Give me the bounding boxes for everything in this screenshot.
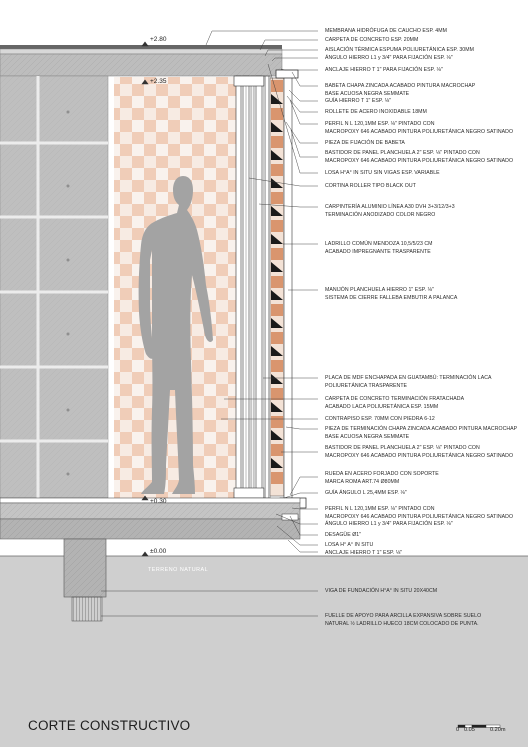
- annotation: [325, 120, 513, 136]
- annotation-line-2: NATURAL ½ LADRILLO HUECO 18CM COLOCADO DE PUNTA.: [325, 621, 479, 627]
- annotation: [325, 374, 492, 390]
- annotation-line-1: ANCLAJE HIERRO T 1" PARA FIJACIÓN ESP. ⅛": [325, 67, 443, 73]
- drawing-title: CORTE CONSTRUCTIVO: [28, 718, 191, 733]
- annotation: [325, 182, 416, 190]
- annotation: [325, 108, 427, 116]
- annotation: [325, 505, 513, 521]
- annotation: [325, 203, 455, 219]
- annotation-line-2: MACROPOXY 646 ACABADO PINTURA POLIURETÁNICA NEGRO SATINADO: [325, 514, 514, 520]
- annotation: [325, 97, 391, 105]
- annotation-line-2: SISTEMA DE CIERRE FALLEBA EMBUTIR A PALANCA: [325, 295, 458, 301]
- annotation-line-1: PIEZA DE FIJACIÓN DE BABETA: [325, 140, 405, 146]
- annotation: [325, 286, 457, 302]
- annotation-line-1: PIEZA DE TERMINACIÓN CHAPA ZINCADA ACABADO PINTURA MACROCHAP: [325, 426, 518, 432]
- annotation-line-1: GUÍA ÁNGULO L 25,4MM ESP. ⅛": [325, 490, 407, 496]
- annotation: [325, 531, 361, 539]
- level-label-ground: ±0.00: [150, 548, 167, 555]
- annotation-line-2: MACROPOXY 646 ACABADO PINTURA POLIURETÁNICA NEGRO SATINADO: [325, 129, 514, 135]
- annotation: [325, 27, 447, 35]
- annotation: [325, 46, 474, 54]
- annotation: [325, 489, 407, 497]
- annotation-line-2: TERMINACIÓN ANODIZADO COLOR NEGRO: [325, 212, 436, 218]
- annotation-line-1: LADRILLO COMÚN MENDOZA 10,5/5/23 CM: [325, 241, 433, 247]
- annotation: [325, 425, 517, 441]
- annotation-line-1: DESAGÜE Ø1": [325, 532, 362, 538]
- annotation-line-1: AISLACIÓN TÉRMICA ESPUMA POLIURETÁNICA ESP. 30MM: [325, 47, 474, 53]
- annotation-line-1: LOSA H°A° IN SITU SIN VIGAS ESP. VARIABLE: [325, 170, 440, 176]
- annotation: [325, 415, 435, 423]
- annotation-line-1: RUEDA EN ACERO FORJADO CON SOPORTE: [325, 471, 439, 477]
- annotation-line-2: ACABADO IMPREGNANTE TRASPARENTE: [325, 249, 431, 255]
- annotation-line-1: GUÍA HIERRO T 1" ESP. ⅛": [325, 98, 392, 104]
- annotation-line-1: CARPETA DE CONCRETO TERMINACIÓN FRATACHADA: [325, 396, 465, 402]
- annotation: [325, 36, 418, 44]
- annotation-line-1: MEMBRANA HIDRÓFUGA DE CAUCHO ESP. 4MM: [325, 28, 447, 34]
- annotation-line-1: ÁNGULO HIERRO L1 y 3/4" PARA FIJACIÓN ESP. ⅛": [325, 521, 453, 527]
- facade-panel: [264, 70, 306, 508]
- annotation-line-2: MARCA ROMA ART.74 Ø80MM: [325, 479, 400, 485]
- annotation: [325, 54, 453, 62]
- window-frame: [234, 76, 264, 498]
- level-label-window-head: +2.35: [150, 78, 167, 85]
- annotation: [325, 240, 433, 256]
- annotation: [325, 444, 513, 460]
- ground-label: TERRENO NATURAL: [148, 567, 209, 573]
- annotation: [325, 549, 402, 557]
- scale-label-005: 0.05: [464, 727, 475, 733]
- annotation-line-1: BABETA CHAPA ZINCADA ACABADO PINTURA MACROCHAP: [325, 83, 476, 89]
- annotation-line-1: CARPETA DE CONCRETO ESP. 20MM: [325, 37, 419, 43]
- annotation-line-1: LOSA H° A° IN SITU: [325, 542, 374, 548]
- annotation-line-1: CARPINTERÍA ALUMINIO LÍNEA A30 DVH 3+3/12/3+3: [325, 204, 455, 210]
- annotation-line-1: BASTIDOR DE PANEL PLANCHUELA 2" ESP. ⅛" PINTADO CON: [325, 150, 480, 156]
- annotation: [325, 139, 405, 147]
- roof-slab: [0, 45, 282, 76]
- scale-label-020: 0.20m: [490, 727, 506, 733]
- annotation-line-1: VIGA DE FUNDACIÓN H°A° IN SITU 20X40CM: [325, 588, 438, 594]
- annotation-line-1: CONTRAPISO ESP. 70MM CON PIEDRA 6-12: [325, 416, 435, 422]
- annotation-line-1: PERFIL N L 120,1MM ESP. ⅛" PINTADO CON: [325, 121, 435, 127]
- annotation: [325, 66, 443, 74]
- annotation-line-2: BASE ACUOSA NEGRA SEMMATE: [325, 91, 410, 97]
- concrete-wall: [0, 76, 108, 498]
- annotation-line-1: PERFIL N L 120,1MM ESP. ⅛" PINTADO CON: [325, 506, 435, 512]
- level-label-roof: +2.80: [150, 36, 167, 43]
- annotation: [325, 470, 439, 486]
- annotation-line-1: MANIJÓN PLANCHUELA HIERRO 1" ESP. ⅛": [325, 287, 434, 293]
- annotation-line-1: PLACA DE MDF ENCHAPADA EN GUATAMBÚ: TERMINACIÓN LACA: [325, 375, 492, 381]
- annotation-line-1: FUELLE DE APOYO PARA ARCILLA EXPANSIVA SOBRE SUELO: [325, 613, 482, 619]
- annotation-line-2: MACROPOXY 646 ACABADO PINTURA POLIURETÁNICA NEGRO SATINADO: [325, 453, 514, 459]
- annotation-line-2: MACROPOXY 646 ACABADO PINTURA POLIURETÁNICA NEGRO SATINADO: [325, 158, 514, 164]
- annotation-line-1: ÁNGULO HIERRO L1 y 3/4" PARA FIJACIÓN ESP. ⅛": [325, 55, 453, 61]
- annotation: [325, 82, 475, 98]
- annotation-line-2: ACABADO LACA POLIURETÁNICA ESP. 15MM: [325, 404, 439, 410]
- annotation-line-1: ANCLAJE HIERRO T 1" ESP. ⅛": [325, 550, 403, 556]
- scale-label-0: 0: [456, 727, 460, 733]
- annotation: [325, 395, 464, 411]
- annotation-line-2: POLIURETÁNICA TRASPARENTE: [325, 383, 408, 389]
- annotation: [325, 541, 373, 549]
- annotation-line-1: ROLLETE DE ACERO INOXIDABLE 18MM: [325, 109, 427, 115]
- annotation-line-1: CORTINA ROLLER TIPO BLACK OUT: [325, 183, 416, 189]
- annotation-line-2: BASE ACUOSA NEGRA SEMMATE: [325, 434, 410, 440]
- annotation: [325, 520, 453, 528]
- annotation: [325, 149, 513, 165]
- level-label-floor: +0.30: [150, 498, 167, 505]
- annotation: [325, 587, 437, 595]
- annotation-line-1: BASTIDOR DE PANEL PLANCHUELA 2" ESP. ⅛" PINTADO CON: [325, 445, 480, 451]
- annotation: [325, 169, 440, 177]
- annotation: [325, 612, 481, 628]
